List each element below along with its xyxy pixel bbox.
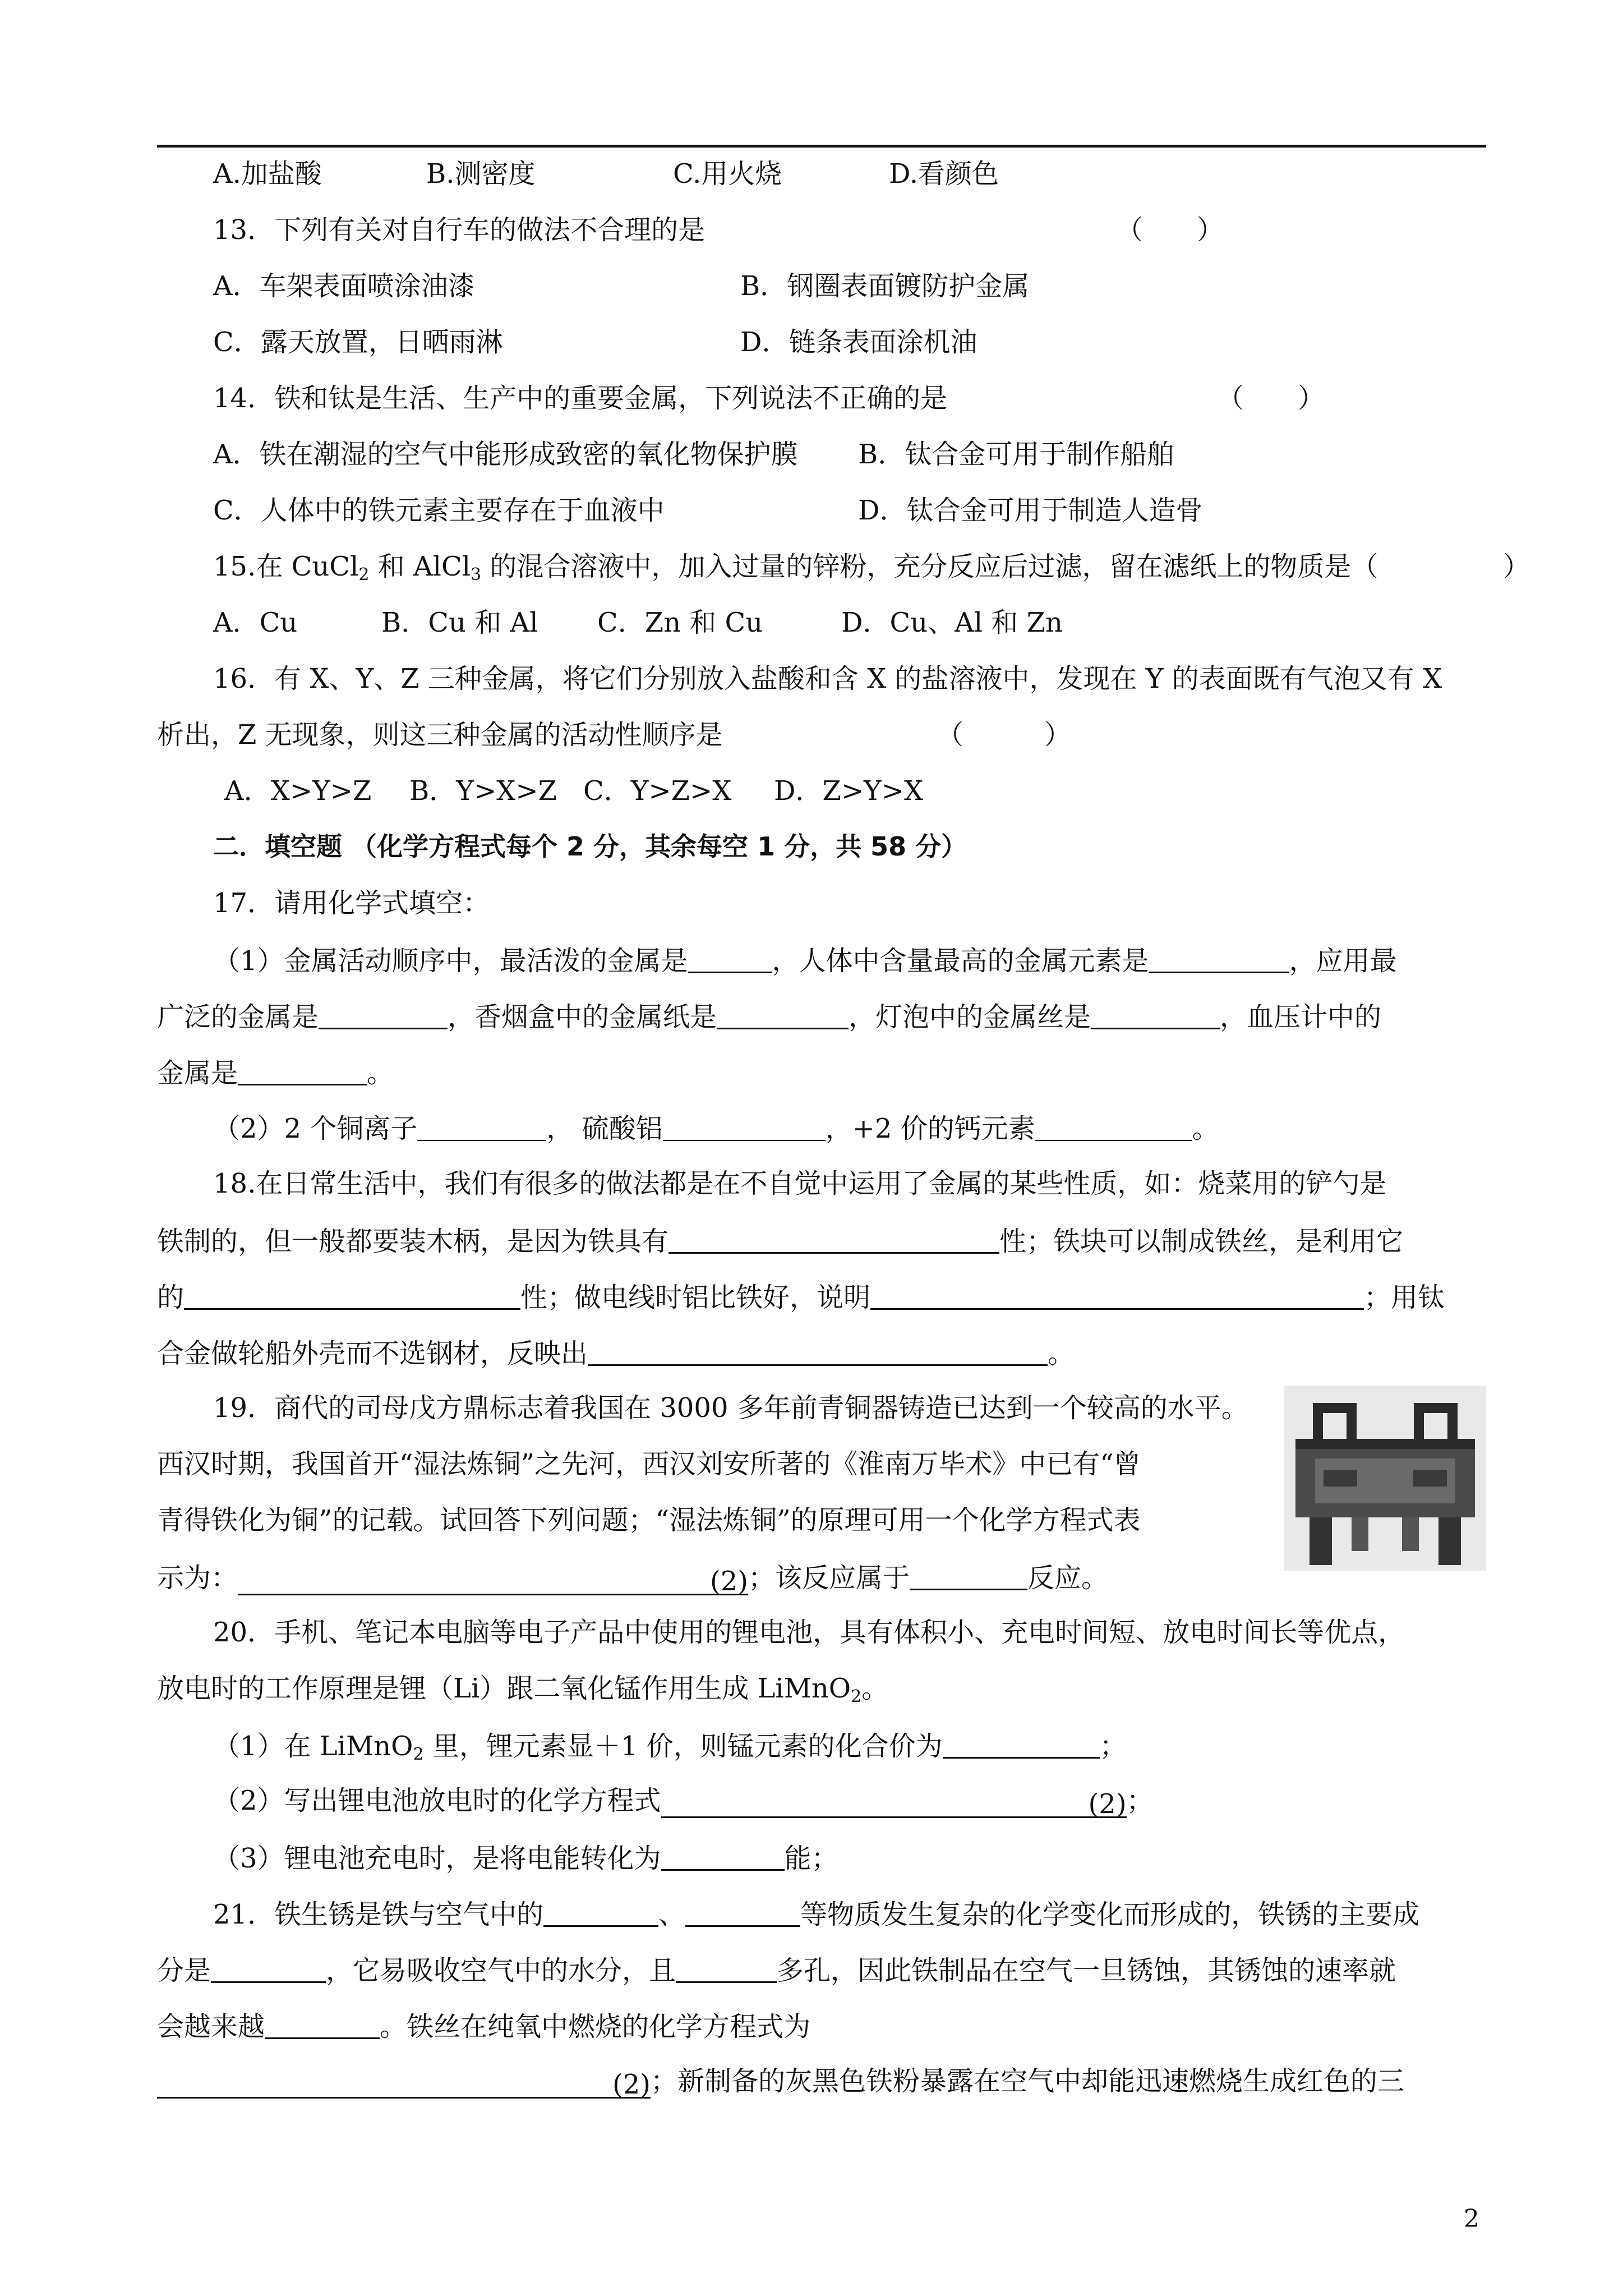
answer-blank[interactable] (1091, 1000, 1220, 1029)
answer-parentheses: （ ） (1217, 383, 1325, 414)
option-a: A．X>Y>Z (224, 775, 372, 807)
question-stem: 15.在 CuCl$_2$ 和 AlCl$_3$ 的混合溶液中，加入过量的锌粉，充分反应后过滤，留在滤纸上的物质是（ (213, 551, 1378, 585)
option-d: D．钛合金可用于制造人造骨 (858, 495, 1203, 526)
answer-blank[interactable] (661, 1841, 785, 1871)
q20-line1: 20．手机、笔记本电脑等电子产品中使用的锂电池，具有体积小、充电时间短、放电时间长等优点， (213, 1617, 1405, 1648)
section-heading: 二．填空题 （化学方程式每个 2 分，其余每空 1 分，共 58 分） (213, 831, 967, 862)
q19-line1: 19．商代的司母戊方鼎标志着我国在 3000 多年前青铜器铸造已达到一个较高的水平。 (213, 1392, 1248, 1424)
answer-blank[interactable] (676, 1953, 777, 1983)
answer-blank[interactable] (1035, 1112, 1192, 1141)
page-number: 2 (1464, 2205, 1479, 2233)
option-c: C．Zn 和 Cu (597, 607, 763, 638)
q21-line2: 分是 ，它易吸收空气中的水分，且 多孔，因此铁制品在空气一旦锈蚀，其锈蚀的速率就 (157, 1953, 1396, 1987)
option-a: A．铁在潮湿的空气中能形成致密的氧化物保护膜 (213, 439, 798, 470)
q17-part1-line2: 广泛的金属是 ，香烟盒中的金属纸是 ，灯泡中的金属丝是 ，血压计中的 (157, 1000, 1381, 1034)
question-stem: 13．下列有关对自行车的做法不合理的是 (213, 214, 706, 246)
option-c: C.用火烧 (673, 158, 782, 190)
option-d: D.看颜色 (889, 158, 999, 190)
q17-part1-line1: （1）金属活动顺序中，最活泼的金属是 ，人体中含量最高的金属元素是 ，应用最 (213, 944, 1397, 978)
option-b: B．钢圈表面镀防护金属 (740, 270, 1030, 302)
option-b: B．Cu 和 Al (381, 607, 538, 638)
option-b: B．Y>X>Z (409, 775, 557, 807)
option-d: D．Z>Y>X (774, 775, 924, 807)
q18-line3: 的 性；做电线时铝比铁好，说明 ；用钛 (157, 1280, 1445, 1314)
option-a: A．车架表面喷涂油漆 (213, 270, 475, 302)
q20-part3: （3）锂电池充电时，是将电能转化为 能； (213, 1841, 838, 1875)
answer-blank[interactable] (870, 1280, 1364, 1310)
answer-parentheses: （ ） (937, 719, 1072, 751)
q18-line1: 18.在日常生活中，我们有很多的做法都是在不自觉中运用了金属的某些性质，如：烧菜用的铲勺是 (213, 1168, 1387, 1199)
q18-line2: 铁制的，但一般都要装木柄，是因为铁具有 性；铁块可以制成铁丝，是利用它 (157, 1224, 1403, 1258)
answer-blank[interactable] (685, 1897, 800, 1927)
answer-blank[interactable] (238, 1056, 367, 1085)
answer-blank[interactable] (943, 1729, 1100, 1759)
equation-blank[interactable]: (2) (238, 1566, 748, 1595)
answer-blank[interactable] (1149, 944, 1289, 973)
answer-blank[interactable] (663, 1112, 826, 1141)
answer-parentheses: （ ） (1116, 214, 1224, 246)
answer-blank[interactable] (265, 2009, 380, 2039)
q20-line2: 放电时的工作原理是锂（Li）跟二氧化锰作用生成 LiMnO$_2$。 (157, 1673, 889, 1706)
answer-blank[interactable] (211, 1953, 326, 1983)
equation-blank[interactable]: (2) (157, 2069, 651, 2099)
q21-line3: 会越来越 。铁丝在纯氧中燃烧的化学方程式为 (157, 2009, 810, 2044)
option-c: C．Y>Z>X (583, 775, 732, 807)
answer-blank[interactable] (717, 1000, 849, 1029)
option-a: A．Cu (213, 607, 298, 638)
option-b: B．钛合金可用于制作船舶 (858, 439, 1174, 470)
q20-part2: （2）写出锂电池放电时的化学方程式 (2)； (213, 1785, 1154, 1820)
answer-blank[interactable] (588, 1336, 1048, 1366)
answer-paren-close: ） (1503, 551, 1530, 582)
question-stem-line1: 16．有 X、Y、Z 三种金属，将它们分别放入盐酸和含 X 的盐溶液中，发现在 Y 的表面既有气泡又有 X (213, 663, 1442, 694)
question-stem-line2: 析出，Z 无现象，则这三种金属的活动性顺序是 (157, 719, 723, 751)
q20-part1: （1）在 LiMnO$_2$ 里，锂元素显＋1 价，则锰元素的化合价为 ； (213, 1729, 1127, 1765)
answer-blank[interactable] (184, 1280, 520, 1310)
q19-line2: 西汉时期，我国首开“湿法炼铜”之先河，西汉刘安所著的《淮南万毕术》中已有“曾 (157, 1448, 1141, 1480)
q19-line3: 青得铁化为铜”的记载。试回答下列问题；“湿法炼铜”的原理可用一个化学方程式表 (157, 1504, 1141, 1536)
answer-blank[interactable] (319, 1000, 448, 1029)
bronze-ding-photo (1284, 1386, 1486, 1571)
ding-vessel-illustration (1284, 1386, 1486, 1571)
option-c: C．人体中的铁元素主要存在于血液中 (213, 495, 665, 526)
header-rule (157, 145, 1486, 148)
answer-blank[interactable] (668, 1224, 999, 1254)
answer-blank[interactable] (910, 1561, 1027, 1590)
equation-blank[interactable]: (2) (661, 1788, 1127, 1818)
option-c: C．露天放置，日晒雨淋 (213, 326, 503, 358)
answer-blank[interactable] (688, 944, 772, 973)
q17-part1-line3: 金属是 。 (157, 1056, 394, 1090)
question-stem: 17．请用化学式填空： (213, 887, 490, 919)
q21-line1: 21．铁生锈是铁与空气中的 、 等物质发生复杂的化学变化而形成的，铁锈的主要成 (213, 1897, 1419, 1931)
q21-line4: (2)；新制备的灰黑色铁粉暴露在空气中却能迅速燃烧生成红色的三 (157, 2065, 1404, 2099)
q17-part2: （2）2 个铜离子 ， 硫酸铝 ，+2 价的钙元素 。 (213, 1113, 1219, 1144)
q19-line4: 示为： (2)；该反应属于 反应。 (157, 1561, 1108, 1595)
option-a: A.加盐酸 (213, 158, 322, 190)
q18-line4: 合金做轮船外壳而不选钢材，反映出 。 (157, 1336, 1075, 1370)
answer-blank[interactable] (543, 1897, 658, 1927)
question-stem: 14．铁和钛是生活、生产中的重要金属，下列说法不正确的是 (213, 383, 948, 414)
option-d: D．链条表面涂机油 (740, 326, 978, 358)
option-b: B.测密度 (426, 158, 536, 190)
option-d: D．Cu、Al 和 Zn (841, 607, 1063, 638)
answer-blank[interactable] (417, 1112, 546, 1141)
